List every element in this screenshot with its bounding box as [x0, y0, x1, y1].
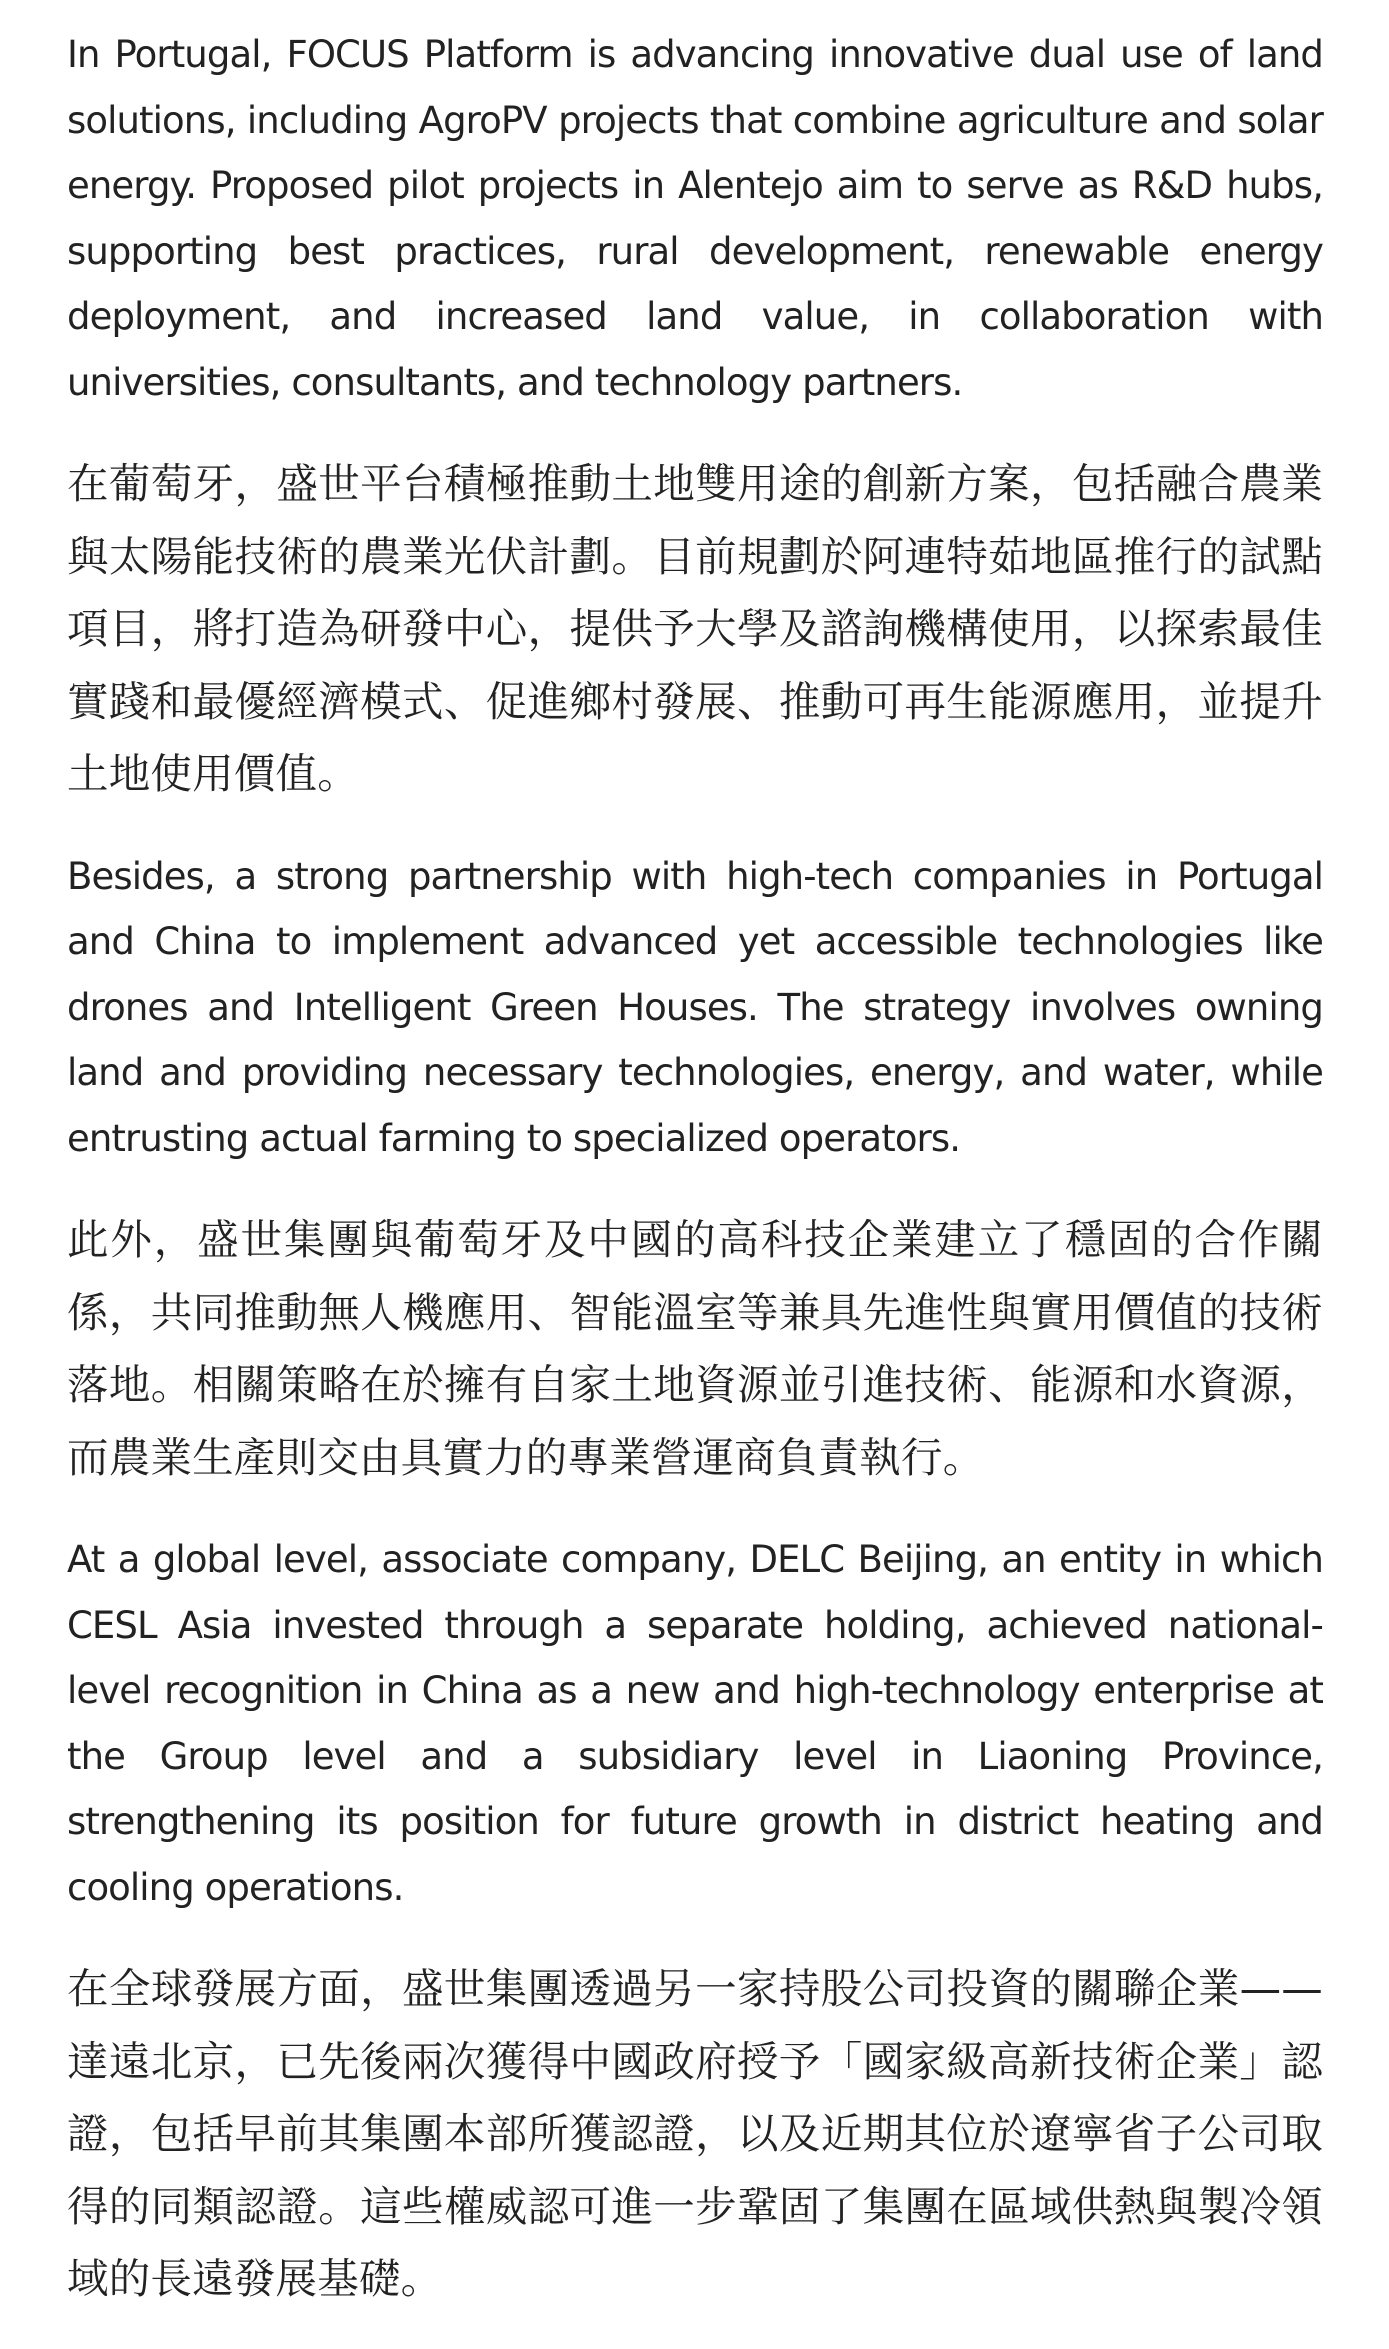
paragraph-focus-platform-zh: 在葡萄牙，盛世平台積極推動土地雙用途的創新方案，包括融合農業與太陽能技術的農業光伏計劃。目前規劃於阿連特茹地區推行的試點項目，將打造為研發中心，提供予大學及諮詢機構使用，以探索最佳實踐和最優經濟模式、促進鄉村發展、推動可再生能源應用，並提升土地使用價值。 [67, 459, 1323, 798]
paragraph-delc-beijing-zh: 在全球發展方面，盛世集團透過另一家持股公司投資的關聯企業——達遠北京，已先後兩次獲得中國政府授予「國家級高新技術企業」認證，包括早前其集團本部所獲認證，以及近期其位於遼寧省子公司取得的同類認證。這些權威認可進一步鞏固了集團在區域供熱與製冷領域的長遠發展基礎。 [67, 1964, 1323, 2303]
article-body [67, 22, 1323, 2349]
paragraph-partnership-zh: 此外，盛世集團與葡萄牙及中國的高科技企業建立了穩固的合作關係，共同推動無人機應用、智能溫室等兼具先進性與實用價值的技術落地。相關策略在於擁有自家土地資源並引進技術、能源和水資源，而農業生產則交由具實力的專業營運商負責執行。 [67, 1215, 1323, 1482]
paragraph-delc-beijing-en: At a global level, associate company, DELC Beijing, an entity in which CESL Asia invested through a separate holding, achieved national-level recognition in China as a new and high-technology enterprise at the Group level and a subsidiary level in Liaoning Province, strengthening its position for future growth in district heating and cooling operations. [67, 1538, 1323, 1909]
paragraph-partnership-en: Besides, a strong partnership with high-tech companies in Portugal and China to implement advanced yet accessible technologies like drones and Intelligent Green Houses. The strategy involves owning land and providing necessary technologies, energy, and water, while entrusting actual farming to specialized operators. [67, 854, 1323, 1160]
paragraph-focus-platform-en: In Portugal, FOCUS Platform is advancing innovative dual use of land solutions, including AgroPV projects that combine agriculture and solar energy. Proposed pilot projects in Alentejo aim to serve as R&D hubs, supporting best practices, rural development, renewable energy deployment, and increased land value, in collaboration with universities, consultants, and technology partners. [67, 33, 1323, 404]
